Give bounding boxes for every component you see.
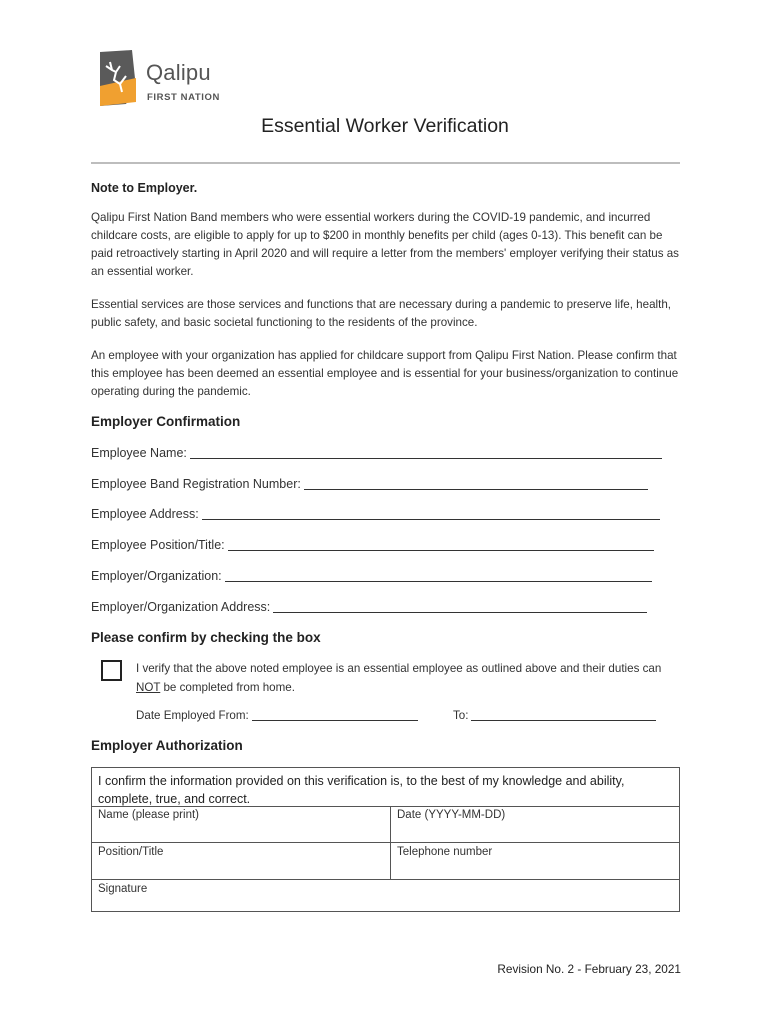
signature-label: Signature [98, 883, 148, 895]
verify-emphasis: NOT [136, 680, 161, 694]
name-print-label: Name (please print) [98, 809, 199, 821]
employee-name-field [91, 446, 662, 460]
date-employed-to-field [453, 709, 656, 722]
employer-organization-field [91, 569, 652, 583]
essential-verify-checkbox[interactable] [101, 660, 122, 681]
authorization-heading: Employer Authorization [91, 738, 243, 753]
authorization-statement: I confirm the information provided on this verification is, to the best of my knowledge and ability, complete, true, and correct. [98, 774, 625, 806]
paragraph-essential-services: Essential services are those services and functions that are necessary during a pandemic to preserve life, health, public safety, and basic societal functioning to the residents of the province. [91, 298, 671, 329]
title-divider [91, 162, 680, 164]
employee-address-field [91, 507, 660, 521]
confirm-heading: Please confirm by checking the box [91, 630, 321, 645]
employer-confirmation-heading: Employer Confirmation [91, 414, 241, 429]
paragraph-eligibility: Qalipu First Nation Band members who were essential workers during the COVID-19 pandemic, and incurred childcare costs, are eligible to apply for up to $200 in monthly benefits per child (ages 0-13). This benefit can be paid retroactively starting in April 2020 and will require a letter from the members' employer verifying their status as an essential worker. [91, 211, 679, 278]
band-registration-label: Employee Band Registration Number: [91, 477, 301, 491]
name-print-cell[interactable] [92, 805, 390, 842]
employee-name-input[interactable] [190, 446, 662, 459]
employee-name-label: Employee Name: [91, 446, 187, 460]
revision-note: Revision No. 2 - February 23, 2021 [497, 962, 681, 976]
employee-address-input[interactable] [202, 507, 660, 520]
date-label: Date (YYYY-MM-DD) [397, 809, 506, 821]
date-to-label: To: [453, 709, 469, 722]
verify-text: I verify that the above noted employee is an essential employee as outlined above and their duties can [136, 662, 662, 675]
employee-address-label: Employee Address: [91, 507, 199, 521]
employee-position-label: Employee Position/Title: [91, 538, 225, 552]
band-registration-input[interactable] [304, 477, 648, 490]
employer-address-label: Employer/Organization Address: [91, 600, 271, 614]
paragraph-request: An employee with your organization has applied for childcare support from Qalipu First Nation. Please confirm that this employee has been deemed an essential employee and is essential for your business/organization to continue operating during the pandemic. [91, 349, 679, 398]
authorization-table [91, 767, 680, 912]
band-registration-field [91, 477, 648, 491]
employer-organization-input[interactable] [225, 569, 652, 582]
employee-position-input[interactable] [228, 538, 654, 551]
logo-subtitle: FIRST NATION [147, 92, 220, 103]
employer-organization-label: Employer/Organization: [91, 569, 222, 583]
position-title-cell[interactable] [92, 842, 390, 879]
caribou-emblem-icon [96, 50, 140, 108]
page-title: Essential Worker Verification [261, 115, 509, 137]
telephone-label: Telephone number [397, 846, 493, 858]
verify-statement [136, 660, 681, 697]
employer-address-field [91, 600, 647, 614]
note-heading: Note to Employer. [91, 181, 198, 195]
logo-name: Qalipu [146, 60, 211, 85]
verify-text-end: be completed from home. [160, 680, 295, 694]
date-employed-from-field [136, 709, 418, 722]
date-from-input[interactable] [252, 709, 418, 721]
employee-position-field [91, 538, 654, 552]
position-title-label: Position/Title [98, 846, 164, 858]
signature-cell[interactable] [92, 879, 679, 911]
telephone-cell[interactable] [391, 842, 679, 879]
date-cell[interactable] [391, 805, 679, 842]
employer-address-input[interactable] [273, 600, 647, 613]
date-from-label: Date Employed From: [136, 709, 249, 722]
date-to-input[interactable] [471, 709, 656, 721]
